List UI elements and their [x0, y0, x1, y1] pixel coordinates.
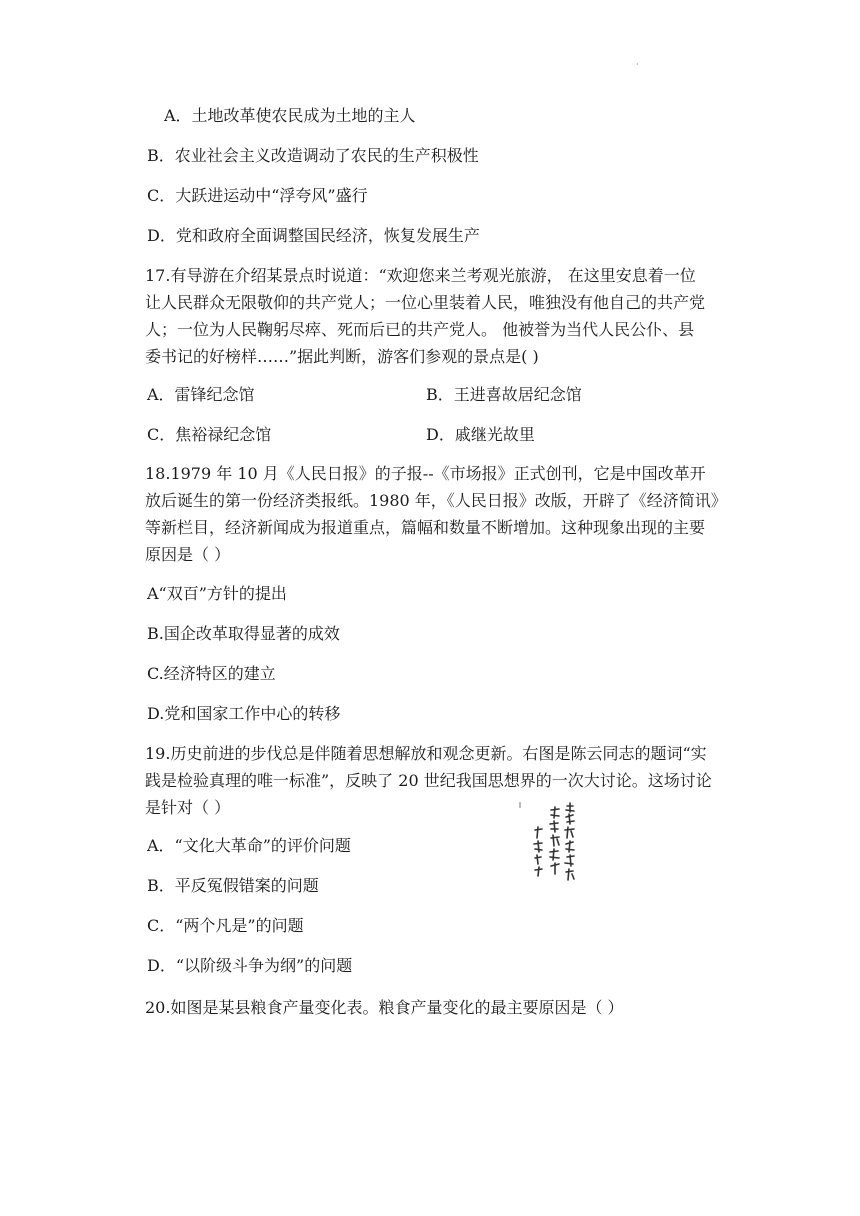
- q17-option-c: C．焦裕禄纪念馆: [147, 425, 272, 444]
- q17-option-a: A．雷锋纪念馆: [147, 385, 255, 404]
- calligraphy-inscription-image: [515, 800, 577, 892]
- q19-option-a: A．“文化大革命”的评价问题: [147, 836, 351, 855]
- q19-option-b: B．平反冤假错案的问题: [147, 876, 319, 895]
- q16-option-d: D．党和政府全面调整国民经济，恢复发展生产: [147, 226, 480, 245]
- q17-stem-line-3: 人；一位为人民鞠躬尽瘁、死而后已的共产党人。 他被誉为当代人民公仆、县: [145, 320, 695, 339]
- q20-stem: 20.如图是某县粮食产量变化表。粮食产量变化的最主要原因是（ ）: [145, 998, 624, 1017]
- q16-option-c: C．大跃进运动中“浮夸风”盛行: [147, 186, 368, 205]
- q17-option-d: D．戚继光故里: [426, 425, 535, 444]
- q18-stem-line-3: 等新栏目，经济新闻成为报道重点，篇幅和数量不断增加。这种现象出现的主要: [145, 518, 706, 537]
- q18-stem-line-1: 18.1979 年 10 月《人民日报》的子报--《市场报》正式创刊，它是中国改革开: [145, 464, 706, 483]
- q18-stem-line-4: 原因是（ ）: [145, 545, 231, 564]
- q19-stem-line-2: 践是检验真理的唯一标准”，反映了 20 世纪我国思想界的一次大讨论。这场讨论: [145, 771, 712, 790]
- q19-option-c: C．“两个凡是”的问题: [147, 916, 304, 935]
- q16-option-a: A．土地改革使农民成为土地的主人: [164, 106, 416, 125]
- q17-stem-line-2: 让人民群众无限敬仰的共产党人；一位心里装着人民，唯独没有他自己的共产党: [145, 293, 706, 312]
- q18-option-a: A“双百”方针的提出: [147, 584, 287, 603]
- page-dot: ·: [636, 60, 639, 69]
- q17-stem-line-1: 17.有导游在介绍某景点时说道：“欢迎您来兰考观光旅游， 在这里安息着一位: [145, 266, 696, 285]
- q17-option-b: B．王进喜故居纪念馆: [426, 385, 582, 404]
- q18-option-d: D.党和国家工作中心的转移: [147, 704, 341, 723]
- q18-option-c: C.经济特区的建立: [147, 664, 276, 683]
- q17-stem-line-4: 委书记的好榜样……”据此判断，游客们参观的景点是( ): [145, 347, 539, 366]
- q19-option-d: D．“以阶级斗争为纲”的问题: [147, 956, 353, 975]
- q19-stem-line-1: 19.历史前进的步伐总是伴随着思想解放和观念更新。右图是陈云同志的题词“实: [145, 744, 707, 763]
- q18-option-b: B.国企改革取得显著的成效: [147, 624, 340, 643]
- q18-stem-line-2: 放后诞生的第一份经济类报纸。1980 年，《人民日报》改版，开辟了《经济简讯》: [145, 491, 727, 510]
- q19-stem-line-3: 是针对（ ）: [145, 798, 231, 817]
- q16-option-b: B．农业社会主义改造调动了农民的生产积极性: [147, 146, 479, 165]
